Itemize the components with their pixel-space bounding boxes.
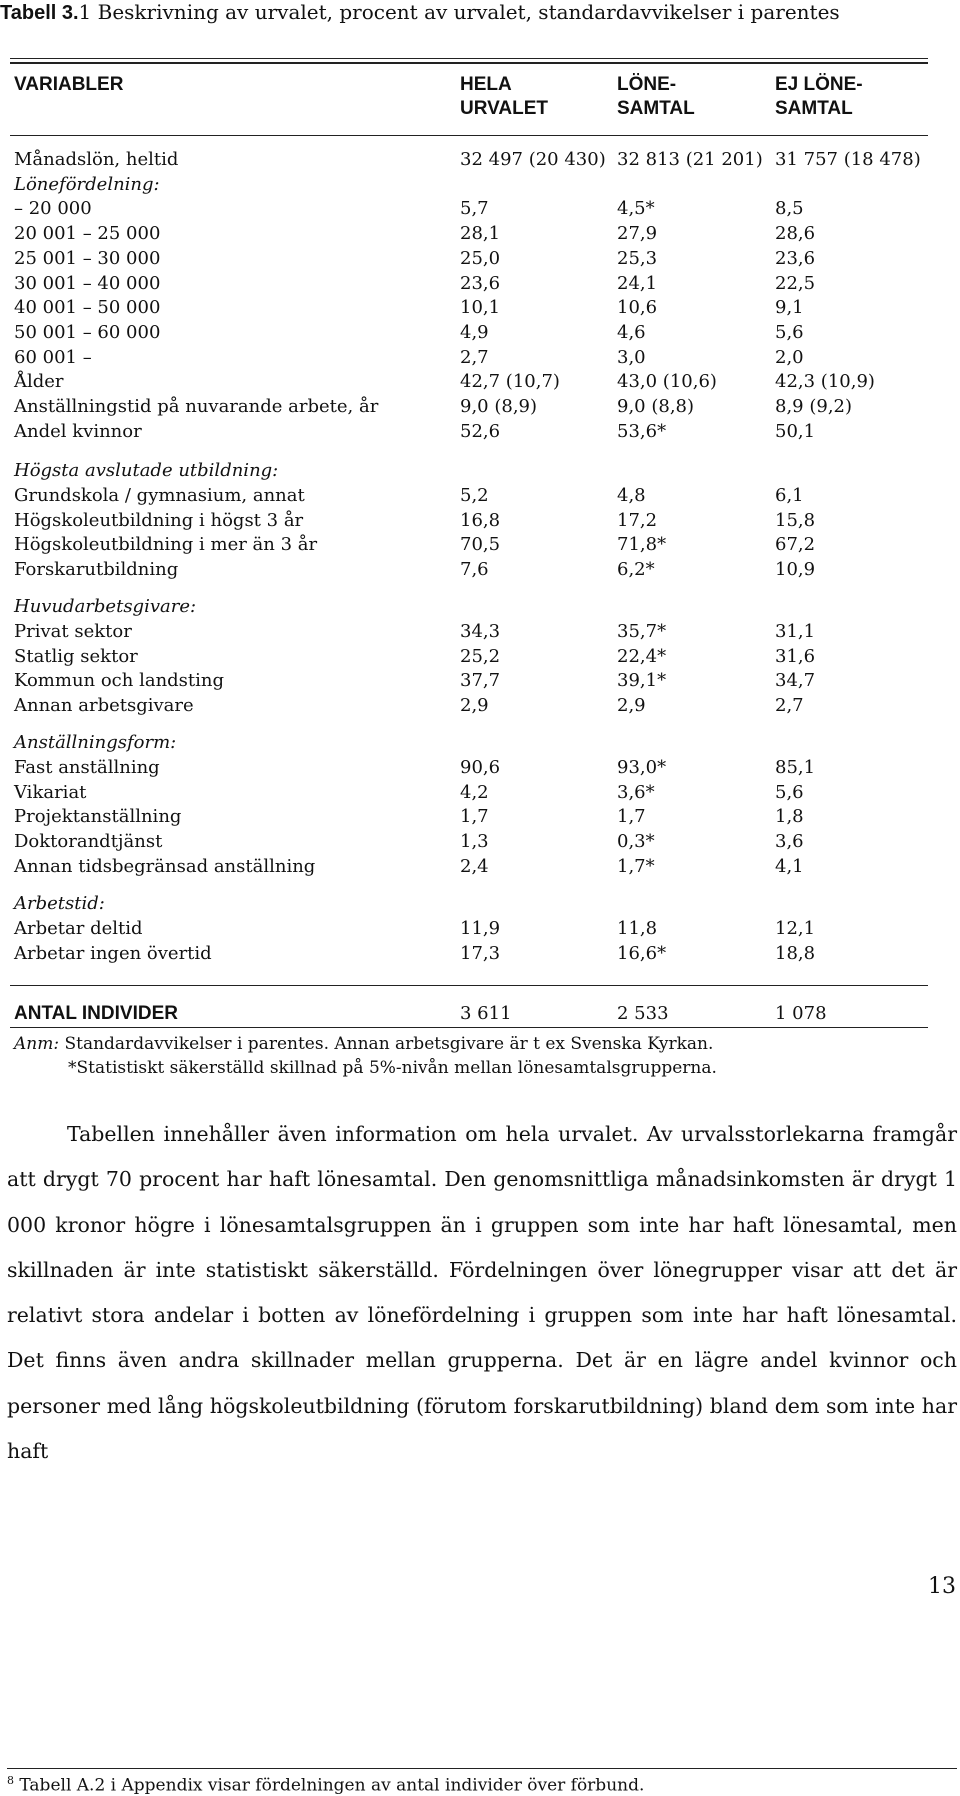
cell-ej: 15,8 xyxy=(775,509,816,531)
row-label: 60 001 – xyxy=(14,346,92,368)
header-ej-line2: SAMTAL xyxy=(775,98,853,119)
row-label: Högskoleutbildning i högst 3 år xyxy=(14,509,304,531)
cell-hela: 2,9 xyxy=(460,695,489,717)
cell-ej: 23,6 xyxy=(775,247,816,269)
cell-ej: 34,7 xyxy=(775,670,816,692)
cell-hela: 52,6 xyxy=(460,420,501,442)
table-row xyxy=(0,756,960,780)
total-label: ANTAL INDIVIDER xyxy=(14,1003,178,1024)
footnote-text: Tabell A.2 i Appendix visar fördelningen av antal individer över förbund. xyxy=(14,1775,645,1796)
cell-ej: 8,5 xyxy=(775,198,804,220)
table-row xyxy=(0,321,960,345)
cell-lonesamtal: 10,6 xyxy=(617,297,658,319)
table-row xyxy=(0,370,960,394)
cell-lonesamtal: 9,0 (8,8) xyxy=(617,396,695,417)
cell-hela: 25,2 xyxy=(460,645,501,667)
table-number: 1 xyxy=(78,0,92,24)
cell-lonesamtal: 3,6* xyxy=(617,781,655,803)
cell-hela: 4,9 xyxy=(460,321,489,343)
row-label: Doktorandtjänst xyxy=(14,831,163,853)
header-lonesamtal xyxy=(617,73,695,121)
cell-lonesamtal: 16,6* xyxy=(617,942,667,964)
row-label: Månadslön, heltid xyxy=(14,149,179,170)
cell-lonesamtal: 4,6 xyxy=(617,321,646,343)
cell-lonesamtal: 6,2* xyxy=(617,559,655,581)
cell-ej: 12,1 xyxy=(775,918,816,939)
cell-hela: 9,0 (8,9) xyxy=(460,396,538,417)
table-top-double-rule xyxy=(10,58,928,64)
table-row xyxy=(0,533,960,557)
row-label: 40 001 – 50 000 xyxy=(14,297,161,319)
cell-hela: 5,7 xyxy=(460,198,489,220)
cell-hela: 70,5 xyxy=(460,534,501,556)
cell-lonesamtal: 1,7 xyxy=(617,806,646,828)
cell-hela: 37,7 xyxy=(460,670,501,692)
row-label: Annan tidsbegränsad anställning xyxy=(14,855,316,877)
table-row xyxy=(0,420,960,444)
cell-ej: 31,6 xyxy=(775,645,816,667)
row-label: – 20 000 xyxy=(14,198,92,220)
row-label: Vikariat xyxy=(14,781,87,803)
cell-hela: 5,2 xyxy=(460,485,489,506)
row-label: Lönefördelning: xyxy=(14,173,160,195)
cell-ej: 18,8 xyxy=(775,942,816,964)
cell-hela: 23,6 xyxy=(460,272,501,294)
table-row xyxy=(0,781,960,805)
cell-lonesamtal: 2,9 xyxy=(617,695,646,717)
row-label: 20 001 – 25 000 xyxy=(14,223,161,245)
cell-ej: 8,9 (9,2) xyxy=(775,396,853,417)
total-top-rule xyxy=(10,985,928,986)
section-title: Anställningsform: xyxy=(14,732,177,753)
header-hela-urvalet xyxy=(460,73,548,121)
cell-hela: 2,4 xyxy=(460,855,489,877)
table-row xyxy=(0,484,960,508)
row-label: Annan arbetsgivare xyxy=(14,695,194,717)
cell-ej: 50,1 xyxy=(775,420,816,442)
cell-ej: 5,6 xyxy=(775,781,804,803)
row-label: Andel kvinnor xyxy=(14,420,142,442)
cell-lonesamtal: 4,8 xyxy=(617,485,646,506)
table-row xyxy=(0,558,960,582)
table-row xyxy=(0,830,960,854)
table-row xyxy=(0,173,960,197)
cell-lonesamtal: 71,8* xyxy=(617,534,667,556)
cell-ej: 3,6 xyxy=(775,831,804,853)
total-hela: 3 611 xyxy=(460,1003,512,1024)
row-label: Anställningstid på nuvarande arbete, år xyxy=(14,396,379,417)
table-row xyxy=(0,694,960,718)
cell-hela: 17,3 xyxy=(460,942,501,964)
section-title: Huvudarbetsgivare: xyxy=(14,596,197,617)
row-label: Fast anställning xyxy=(14,757,160,778)
table-row xyxy=(0,855,960,879)
cell-ej: 10,9 xyxy=(775,559,816,581)
table-row xyxy=(0,942,960,966)
header-ej-line1: EJ LÖNE- xyxy=(775,74,863,95)
cell-lonesamtal: 93,0* xyxy=(617,757,667,778)
header-variables: VARIABLER xyxy=(14,74,124,95)
table-row xyxy=(0,148,960,172)
cell-ej: 2,0 xyxy=(775,346,804,368)
row-label: Kommun och landsting xyxy=(14,670,225,692)
row-label: Statlig sektor xyxy=(14,645,138,667)
row-label: 30 001 – 40 000 xyxy=(14,272,161,294)
table-row xyxy=(0,645,960,669)
cell-hela: 90,6 xyxy=(460,757,501,778)
cell-hela: 42,7 (10,7) xyxy=(460,371,560,393)
cell-lonesamtal: 32 813 (21 201) xyxy=(617,149,763,170)
cell-ej: 4,1 xyxy=(775,855,804,877)
cell-ej: 85,1 xyxy=(775,757,816,778)
row-label: Privat sektor xyxy=(14,621,132,642)
row-label: Ålder xyxy=(14,371,64,393)
cell-hela: 16,8 xyxy=(460,509,501,531)
header-lonesamtal-line2: SAMTAL xyxy=(617,98,695,119)
cell-hela: 28,1 xyxy=(460,223,501,245)
cell-ej: 9,1 xyxy=(775,297,804,319)
body-paragraph-text: Tabellen innehåller även information om hela urvalet. Av urvalsstorlekarna framgår att drygt 70 procent har haft lönesamtal. Den genomsnittliga månadsinkomsten är drygt 1 000 kronor högre i lönesamtalsgruppen än i gruppen som inte har haft lönesamtal, men skillnaden är inte statistiskt säkerställd. Fördelningen över lönegrupper visar att det är relativt stora andelar i botten av lönefördelning i gruppen som inte har haft lönesamtal. Det finns även andra skillnader mellan grupperna. Det är en lägre andel kvinnor och personer med lång högskoleutbildning (förutom forskarutbildning) bland dem som inte har haft xyxy=(7,1122,957,1464)
footnote-rule xyxy=(7,1768,957,1769)
cell-lonesamtal: 4,5* xyxy=(617,198,655,220)
cell-hela: 1,7 xyxy=(460,806,489,828)
header-rule xyxy=(10,135,928,136)
cell-lonesamtal: 17,2 xyxy=(617,509,658,531)
cell-hela: 32 497 (20 430) xyxy=(460,149,606,170)
table-row xyxy=(0,509,960,533)
cell-lonesamtal: 35,7* xyxy=(617,621,667,642)
row-label: Arbetar deltid xyxy=(14,918,143,939)
row-label: Forskarutbildning xyxy=(14,559,179,581)
cell-ej: 5,6 xyxy=(775,321,804,343)
total-bottom-rule xyxy=(10,1027,928,1028)
cell-hela: 25,0 xyxy=(460,247,501,269)
table-caption xyxy=(0,0,840,25)
total-ej: 1 078 xyxy=(775,1003,827,1024)
table-row xyxy=(0,395,960,419)
cell-ej: 42,3 (10,9) xyxy=(775,371,875,393)
cell-lonesamtal: 11,8 xyxy=(617,918,658,939)
cell-ej: 67,2 xyxy=(775,534,816,556)
cell-lonesamtal: 25,3 xyxy=(617,247,658,269)
cell-ej: 31 757 (18 478) xyxy=(775,149,921,170)
row-label: Projektanställning xyxy=(14,806,182,828)
table-note-line1 xyxy=(14,1033,713,1055)
cell-ej: 28,6 xyxy=(775,223,816,245)
header-ej-lonesamtal xyxy=(775,73,863,121)
cell-ej: 2,7 xyxy=(775,695,804,717)
cell-lonesamtal: 0,3* xyxy=(617,831,655,853)
cell-ej: 22,5 xyxy=(775,272,816,294)
cell-ej: 31,1 xyxy=(775,621,816,642)
table-row xyxy=(0,296,960,320)
header-hela-line1: HELA xyxy=(460,74,512,95)
table-row xyxy=(0,917,960,941)
table-row xyxy=(0,247,960,271)
table-row xyxy=(0,669,960,693)
cell-hela: 34,3 xyxy=(460,621,501,642)
body-paragraph xyxy=(7,1112,957,1474)
table-caption-text: Beskrivning av urvalet, procent av urvalet, standardavvikelser i parentes xyxy=(91,0,840,24)
note-prefix: Anm: xyxy=(14,1034,60,1054)
cell-lonesamtal: 24,1 xyxy=(617,272,658,294)
row-label: Högskoleutbildning i mer än 3 år xyxy=(14,534,318,556)
table-row xyxy=(0,346,960,370)
cell-ej: 6,1 xyxy=(775,485,804,506)
table-row xyxy=(0,805,960,829)
total-lonesamtal: 2 533 xyxy=(617,1003,669,1024)
cell-hela: 7,6 xyxy=(460,559,489,581)
table-row xyxy=(0,272,960,296)
header-lonesamtal-line1: LÖNE- xyxy=(617,74,677,95)
cell-hela: 11,9 xyxy=(460,918,501,939)
table-label: Tabell 3. xyxy=(0,2,79,24)
note-text-1: Standardavvikelser i parentes. Annan arbetsgivare är t ex Svenska Kyrkan. xyxy=(59,1034,714,1054)
row-label: 25 001 – 30 000 xyxy=(14,247,161,269)
header-hela-line2: URVALET xyxy=(460,98,548,119)
cell-hela: 1,3 xyxy=(460,831,489,853)
section-title: Högsta avslutade utbildning: xyxy=(14,460,279,481)
row-label: Grundskola / gymnasium, annat xyxy=(14,485,305,506)
footnote xyxy=(7,1774,644,1796)
cell-lonesamtal: 27,9 xyxy=(617,223,658,245)
cell-lonesamtal: 43,0 (10,6) xyxy=(617,371,717,393)
cell-ej: 1,8 xyxy=(775,806,804,828)
row-label: Arbetar ingen övertid xyxy=(14,942,212,964)
table-note-line2: *Statistiskt säkerställd skillnad på 5%-nivån mellan lönesamtalsgrupperna. xyxy=(68,1058,717,1078)
row-label: 50 001 – 60 000 xyxy=(14,321,161,343)
cell-lonesamtal: 3,0 xyxy=(617,346,646,368)
cell-lonesamtal: 53,6* xyxy=(617,420,667,442)
cell-lonesamtal: 1,7* xyxy=(617,855,655,877)
page-number: 13 xyxy=(928,1574,956,1599)
table-row xyxy=(0,222,960,246)
cell-hela: 2,7 xyxy=(460,346,489,368)
cell-hela: 4,2 xyxy=(460,781,489,803)
section-title: Arbetstid: xyxy=(14,893,105,914)
footnote-marker: 8 xyxy=(7,1774,14,1787)
cell-lonesamtal: 39,1* xyxy=(617,670,667,692)
cell-hela: 10,1 xyxy=(460,297,501,319)
cell-lonesamtal: 22,4* xyxy=(617,645,667,667)
table-row xyxy=(0,197,960,221)
table-row xyxy=(0,620,960,644)
